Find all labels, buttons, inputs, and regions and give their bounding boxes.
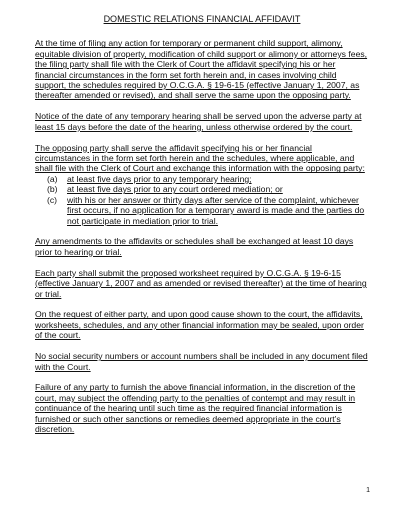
list-item-label: (a) [47, 173, 58, 184]
paragraph-sealing: On the request of either party, and upon good cause shown to the court, the affidavits, worksheets, schedules, and any other financial information may be sealed, upon order of the court. [35, 309, 364, 341]
paragraph-opposing-party: The opposing party shall serve the affidavit specifying his or her financial circumstances in the form set forth herein and the schedules, where applicable, and shall file with the Clerk of Court and exchange this information with the opposing party: [35, 142, 365, 174]
list-item-label: (c) [47, 194, 58, 205]
list-item-text: at least five days prior to any temporary hearing; [67, 173, 252, 184]
document-title: DOMESTIC RELATIONS FINANCIAL AFFIDAVIT [103, 14, 301, 24]
paragraph-penalties: Failure of any party to furnish the above financial information, in the discretion of the court, may subject the offending party to the penalties of contempt and may result in continuance of the hearing until such time as the required financial information is furnished or such other sanctions or remedies deemed appropriate in the court’s discretion. [35, 382, 356, 435]
paragraph-worksheet: Each party shall submit the proposed worksheet required by O.C.G.A. § 19-6-15 (effective January 1, 2007 and as amended or revised thereafter) at the time of hearing or trial. [35, 267, 367, 299]
list-item-text: with his or her answer or thirty days after service of the complaint, whichever first occurs, if no application for a temporary award is made and the parties do not participate in mediation prior to trial. [67, 194, 365, 226]
document-page [35, 14, 369, 445]
list-item-label: (b) [47, 184, 58, 195]
paragraph-filing-requirement: At the time of filing any action for temporary or permanent child support, alimony, equitable division of property, modification of child support or alimony or attorneys fees, the filing party shall file with the Clerk of Court the affidavit specifying his or her financial circumstances in the form set forth herein and, in cases involving child support, the schedules required by O.C.G.A. § 19-6-15 (effective January 1, 2007, as thereafter amended or revised), and shall serve the same upon the opposing party. [35, 38, 368, 101]
page-number: 1 [366, 487, 370, 494]
paragraph-no-ssn: No social security numbers or account numbers shall be included in any document filed with the Court. [35, 351, 368, 372]
paragraph-amendments: Any amendments to the affidavits or schedules shall be exchanged at least 10 days prior to hearing or trial. [35, 236, 354, 257]
paragraph-hearing-notice: Notice of the date of any temporary hearing shall be served upon the adverse party at least 15 days before the date of the hearing, unless otherwise ordered by the court. [35, 111, 362, 132]
deadline-list [35, 174, 369, 226]
list-item-text: at least five days prior to any court ordered mediation; or [67, 184, 283, 195]
list-item [35, 195, 369, 226]
list-item [35, 174, 369, 184]
list-item [35, 184, 369, 194]
